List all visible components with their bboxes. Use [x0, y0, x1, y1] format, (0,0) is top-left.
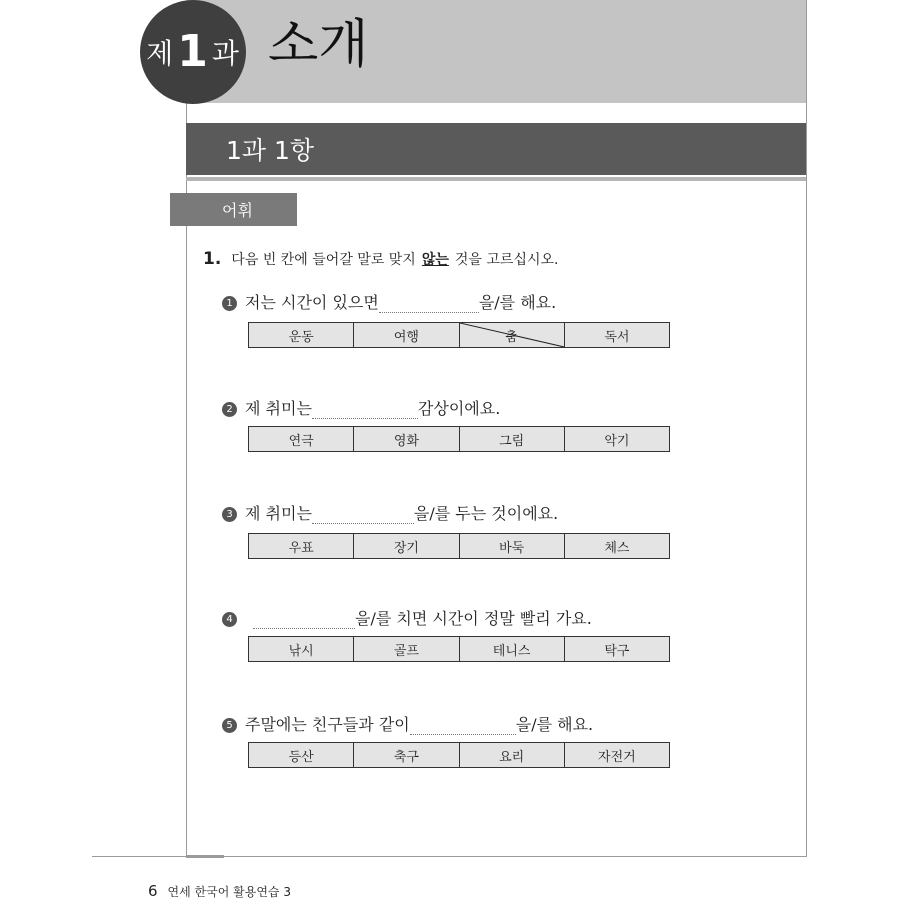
- item-2-sentence: [222, 396, 500, 419]
- item-4-sentence: [222, 606, 592, 629]
- choice-label: 골프: [393, 643, 419, 659]
- item-5-sentence: [222, 712, 593, 735]
- choice-cell: [460, 743, 565, 767]
- item-text-before: 제 취미는: [245, 399, 312, 418]
- choice-cell: [565, 323, 669, 347]
- section-title: 1과 1항: [226, 136, 315, 165]
- item-1-sentence: [222, 290, 556, 313]
- item-marker: 4: [222, 612, 237, 627]
- choice-cell: [460, 534, 565, 558]
- choice-label: 우표: [288, 540, 314, 556]
- question-text-after: 것을 고르십시오.: [454, 252, 559, 268]
- question-number: 1.: [203, 249, 222, 269]
- item-2-choices: [248, 426, 670, 452]
- choice-cell-struck: [460, 323, 565, 347]
- chapter-badge: [140, 0, 246, 104]
- choice-label: 낚시: [288, 643, 314, 659]
- choice-cell: [460, 427, 565, 451]
- page-frame-bottom-accent: [186, 855, 224, 858]
- item-5-choices: [248, 742, 670, 768]
- vocab-tab-label: 어휘: [222, 201, 253, 220]
- choice-label: 춤: [505, 329, 518, 345]
- choice-cell: [565, 534, 669, 558]
- question-text-before: 다음 빈 칸에 들어갈 말로 맞지: [231, 252, 416, 268]
- item-text-before: 제 취미는: [245, 504, 312, 523]
- choice-label: 테니스: [492, 643, 531, 659]
- choice-label: 영화: [393, 433, 419, 449]
- choice-cell: [354, 323, 459, 347]
- choice-cell: [565, 637, 669, 661]
- choice-label: 등산: [288, 749, 314, 765]
- item-marker: 1: [222, 296, 237, 311]
- item-3-choices: [248, 533, 670, 559]
- chapter-suffix: 과: [211, 37, 240, 70]
- choice-cell: [354, 534, 459, 558]
- page-number: 6: [148, 882, 158, 900]
- choice-cell: [249, 427, 354, 451]
- item-marker: 3: [222, 507, 237, 522]
- blank-line: [410, 720, 516, 735]
- strike-mark: [460, 323, 564, 347]
- chapter-title: 소개: [268, 15, 369, 75]
- choice-label: 장기: [393, 540, 419, 556]
- choice-label: 그림: [499, 433, 525, 449]
- choice-cell: [354, 637, 459, 661]
- choice-cell: [249, 534, 354, 558]
- choice-label: 바둑: [499, 540, 525, 556]
- page-footer: [148, 882, 291, 900]
- section-underline: [186, 177, 806, 181]
- section-title-bar: [186, 123, 806, 175]
- blank-line: [312, 404, 418, 419]
- blank-line: [379, 298, 479, 313]
- choice-label: 연극: [288, 433, 314, 449]
- item-marker: 2: [222, 402, 237, 417]
- choice-label: 자전거: [598, 749, 636, 765]
- chapter-number: 1: [177, 26, 209, 77]
- choice-label: 요리: [499, 749, 525, 765]
- item-1-choices: [248, 322, 670, 348]
- item-text-before: 주말에는 친구들과 같이: [245, 715, 410, 734]
- chapter-prefix: 제: [146, 37, 175, 70]
- choice-label: 운동: [288, 329, 314, 345]
- page-frame-right: [806, 0, 807, 857]
- choice-label: 체스: [604, 540, 630, 556]
- choice-label: 악기: [604, 433, 630, 449]
- item-text-before: 저는 시간이 있으면: [245, 293, 379, 312]
- item-text-after: 감상이에요.: [417, 399, 501, 418]
- blank-line: [253, 614, 355, 629]
- item-text-after: 을/를 해요.: [515, 715, 594, 734]
- question-instruction: [203, 249, 558, 269]
- item-text-after: 을/를 두는 것이에요.: [413, 504, 559, 523]
- choice-cell: [565, 743, 669, 767]
- item-text-after: 을/를 치면 시간이 정말 빨리 가요.: [355, 609, 592, 628]
- book-title: 연세 한국어 활용연습 3: [167, 885, 291, 899]
- choice-cell: [249, 323, 354, 347]
- choice-cell: [460, 637, 565, 661]
- item-4-choices: [248, 636, 670, 662]
- choice-cell: [249, 743, 354, 767]
- choice-cell: [249, 637, 354, 661]
- choice-cell: [354, 743, 459, 767]
- item-3-sentence: [222, 501, 558, 524]
- choice-label: 탁구: [604, 643, 630, 659]
- choice-label: 축구: [393, 749, 419, 765]
- item-text-after: 을/를 해요.: [478, 293, 557, 312]
- vocab-tab: [170, 193, 297, 226]
- item-marker: 5: [222, 718, 237, 733]
- question-emphasis: 않는: [421, 252, 449, 268]
- choice-label: 독서: [604, 329, 630, 345]
- blank-line: [312, 509, 414, 524]
- choice-cell: [354, 427, 459, 451]
- choice-cell: [565, 427, 669, 451]
- choice-label: 여행: [393, 329, 419, 345]
